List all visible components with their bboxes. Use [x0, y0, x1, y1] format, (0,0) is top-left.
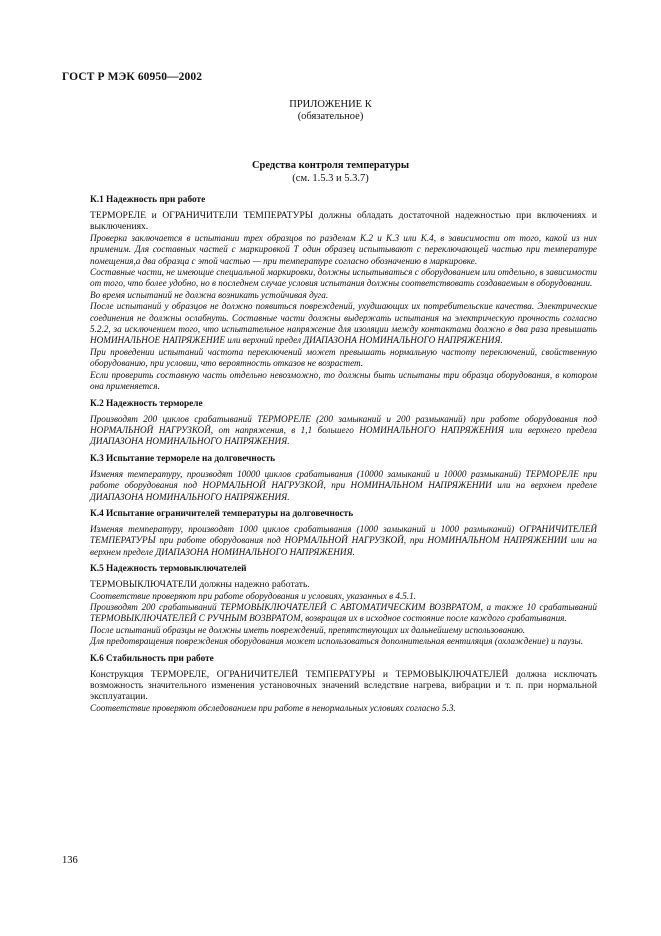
- clause-k1: [90, 195, 597, 393]
- clause-heading: К.3 Испытание терморелe на долговечность: [90, 453, 276, 464]
- paragraph: Изменяя температуру, производят 1000 циклов срабатывания (1000 замыканий и 1000 размыканий) ОГРАНИЧИТЕЛЕЙ ТЕМПЕРАТУРЫ при работе оборудования под НОРМАЛЬНОЙ НАГРУЗКОЙ, при НОМИНАЛЬНОМ НАПРЯЖЕНИИ или на верхнем пределе ДИАПАЗОНА НОМИНАЛЬНОГО НАПРЯЖЕНИЯ.: [90, 523, 597, 557]
- paragraph: Соответствие проверяют обследованием при работе в ненормальных условиях согласно 5.3.: [90, 702, 456, 713]
- section-title: [0, 159, 661, 185]
- clause-k4: [90, 509, 597, 558]
- appendix-label: ПРИЛОЖЕНИЕ К: [289, 99, 372, 110]
- paragraph: Проверка заключается в испытании трех образцов по разделам К.2 и К.3 или К.4, в зависимости от того, какой из них применим. Для составных частей с маркировкой Т один образец испытывают с переключающей частью при температуре помещения,а два образца с этой частью — при температуре согласно обозначению в маркировке.: [90, 232, 597, 266]
- paragraph: При проведении испытаний частота переключений может превышать нормальную частоту переключений, свойственную оборудованию, при условии, что вероятность отказов не возрастет.: [90, 346, 597, 369]
- paragraph: Соответствие проверяют при работе оборудования и условиях, указанных в 4.5.1.: [90, 590, 417, 601]
- clause-k3: [90, 454, 597, 503]
- section-heading: Средства контроля температуры: [251, 160, 410, 171]
- paragraph: Изменяя температуру, производят 10000 циклов срабатывания (10000 замыканий и 10000 размыканий) ТЕРМОРЕЛЕ при работе оборудования под НОРМАЛЬНОЙ НАГРУЗКОЙ, при НОМИНАЛЬНОМ НАПРЯЖЕНИИ или на верхнем пределе ДИАПАЗОНА НОМИНАЛЬНОГО НАПРЯЖЕНИЯ.: [90, 468, 597, 502]
- clause-k6: [90, 654, 597, 715]
- clause-k2: [90, 399, 597, 448]
- paragraph: Для предотвращения повреждения оборудования может использоваться дополнительная вентиляция (охлаждение) и паузы.: [90, 636, 584, 647]
- paragraph: ТЕРМОВЫКЛЮЧАТЕЛИ должны надежно работать.: [90, 579, 310, 591]
- clause-heading: К.4 Испытание ограничителей температуры на долговечность: [90, 508, 354, 519]
- appendix-status: (обязательное): [297, 111, 364, 122]
- clause-heading: К.6 Стабильность при работе: [90, 653, 214, 664]
- paragraph: Производят 200 срабатываний ТЕРМОВЫКЛЮЧАТЕЛЕЙ С АВТОМАТИЧЕСКИМ ВОЗВРАТОМ, а также 10 срабатываний ТЕРМОВЫКЛЮЧАТЕЛЕЙ С РУЧНЫМ ВОЗВРАТОМ, возвращая их в исходное состояние после каждого срабатывания.: [90, 601, 597, 624]
- paragraph: Во время испытаний не должна возникать устойчивая дуга.: [90, 289, 329, 300]
- document-body: [90, 195, 597, 720]
- clause-heading: К.1 Надежность при работе: [90, 195, 206, 205]
- paragraph: Составные части, не имеющие специальной маркировки, должны испытываться с оборудованием или отдельно, в зависимости от того, что более удобно, но в последнем случае условия испытания должны соответствовать создаваемым в оборудовании.: [90, 267, 597, 289]
- paragraph: Конструкция ТЕРМОРЕЛЕ, ОГРАНИЧИТЕЛЕЙ ТЕМПЕРАТУРЫ и ТЕРМОВЫКЛЮЧАТЕЛЕЙ должна исключать возможность значительного изменения установочных значений вследствие нагрева, вибрации и т. п. при нормальной эксплуатации.: [90, 668, 597, 703]
- paragraph: ТЕРМОРЕЛЕ и ОГРАНИЧИТЕЛИ ТЕМПЕРАТУРЫ должны обладать достаточной надежностью при включениях и выключениях.: [90, 210, 597, 233]
- appendix-title: [0, 99, 661, 123]
- section-reference: (см. 1.5.3 и 5.3.7): [292, 173, 369, 184]
- clause-k5: [90, 564, 597, 647]
- page-number: 136: [62, 855, 78, 866]
- paragraph: После испытаний у образцов не должно появиться повреждений, ухудшающих их потребительские качества. Электрические соединения не должны ослабнуть. Составные части должны выдержать испытания на электрическую прочность согласно 5.2.2, за исключением того, что испытательное напряжение для изоляции между контактами должно в два раза превышать НОМИНАЛЬНОЕ НАПРЯЖЕНИЕ или верхний предел ДИАПАЗОНА НОМИНАЛЬНОГО НАПРЯЖЕНИЯ.: [90, 301, 597, 346]
- paragraph: Производят 200 циклов срабатываний ТЕРМОРЕЛЕ (200 замыканий и 200 размыканий) при работе оборудования под НОРМАЛЬНОЙ НАГРУЗКОЙ, от напряжения, в 1,1 большего НОМИНАЛЬНОГО НАПРЯЖЕНИЯ или верхнего предела ДИАПАЗОНА НОМИНАЛЬНОГО НАПРЯЖЕНИЯ.: [90, 413, 597, 447]
- standard-designation: ГОСТ Р МЭК 60950—2002: [62, 71, 203, 83]
- clause-heading: К.5 Надежность термовыключателей: [90, 564, 247, 575]
- clause-heading: К.2 Надежность терморелe: [90, 398, 203, 409]
- paragraph: После испытаний образцы не должны иметь повреждений, препятствующих их дальнейшему использованию.: [90, 624, 526, 635]
- paragraph: Если проверить составную часть отдельно невозможно, то должны быть испытаны три образца оборудования, в котором она применяется.: [90, 369, 597, 392]
